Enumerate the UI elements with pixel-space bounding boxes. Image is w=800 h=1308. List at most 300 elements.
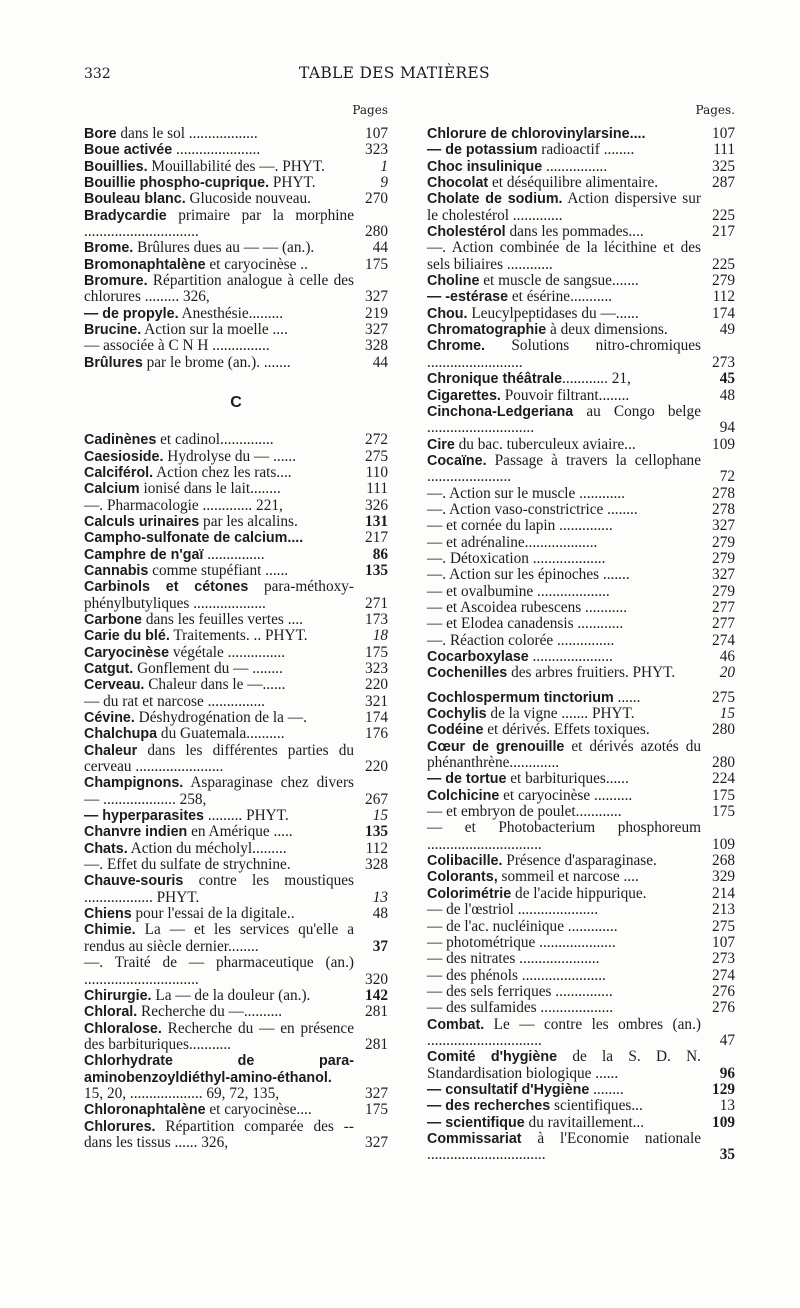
entry-headword: — de propyle. <box>84 305 179 322</box>
entry-text: ...................... <box>172 141 261 159</box>
entry-page-number: 270 <box>365 190 388 208</box>
entry-page-number: 109 <box>712 435 735 453</box>
entry-headword: Chocolat <box>427 175 489 192</box>
entry-text: ........ <box>589 1080 624 1098</box>
entry-headword: Comité d'hygiène <box>427 1049 558 1066</box>
entry-page-number: 175 <box>712 786 735 804</box>
entry-page-number: 86 <box>372 545 388 563</box>
entry-page-number: 44 <box>372 353 388 371</box>
entry-page-number: 72 <box>719 468 735 486</box>
entry-headword: Chlorures. <box>84 1118 156 1135</box>
entry-page-number: 327 <box>365 1084 388 1102</box>
entry-page-number: 13 <box>719 1097 735 1115</box>
left-column <box>84 104 388 1151</box>
pages-label: Pages. <box>695 103 735 117</box>
entry-text: — et adrénaline................... <box>427 533 598 551</box>
index-entry <box>84 530 388 546</box>
entry-text: ..................... <box>528 648 613 665</box>
entry-text: radioactif ........ <box>537 141 635 159</box>
entry-text: comme stupéfiant ...... <box>148 561 289 579</box>
entry-text: Gonflement du — ........ <box>133 659 283 677</box>
index-entry <box>84 126 388 142</box>
index-entry <box>84 240 388 256</box>
entry-text: Action sur la moelle .... <box>141 321 288 339</box>
index-entry <box>427 968 735 984</box>
index-entry <box>427 567 735 583</box>
entry-headword: Chrome. <box>427 338 485 355</box>
index-entry <box>84 514 388 530</box>
index-entry <box>84 694 388 710</box>
entry-text: des arbres fruitiers. PHYT. <box>507 664 676 682</box>
entry-page-number: 175 <box>365 643 388 661</box>
index-entry <box>84 710 388 726</box>
index-entry <box>427 159 735 175</box>
index-entry <box>84 1119 388 1152</box>
entry-headword: Chauve-souris <box>84 873 184 890</box>
entry-headword: Brûlures <box>84 354 143 371</box>
entry-page-number: 219 <box>365 304 388 322</box>
index-entry <box>427 535 735 551</box>
index-entry <box>84 873 388 906</box>
index-entry <box>427 633 735 649</box>
entry-page-number: 327 <box>365 288 388 306</box>
index-entry <box>427 820 735 853</box>
entry-page-number: 175 <box>365 1101 388 1119</box>
entry-page-number: 327 <box>365 1133 388 1151</box>
entry-headword: Cerveau. <box>84 677 145 694</box>
entry-page-number: 45 <box>719 370 735 388</box>
entry-text: —. Action combinée de la lécithine et des sels biliaires ............ <box>427 239 701 273</box>
entry-text: — et embryon de poulet............ <box>427 803 622 821</box>
entry-page-number: 281 <box>365 1003 388 1021</box>
entry-page-number: 174 <box>365 709 388 726</box>
index-entry <box>84 824 388 840</box>
entry-text: et cadinol.............. <box>156 431 274 449</box>
index-entry <box>84 159 388 175</box>
index-entry <box>84 775 388 808</box>
index-entry <box>84 922 388 955</box>
index-entry <box>84 906 388 922</box>
entry-page-number: 37 <box>372 937 388 955</box>
entry-text: —. Détoxication ................... <box>427 549 606 567</box>
entry-page-number: 323 <box>365 659 388 677</box>
entry-text: PHYT. <box>269 174 316 192</box>
entry-page-number: 94 <box>719 419 735 437</box>
entry-text: Chaleur dans le —...... <box>144 676 286 694</box>
entry-headword: Bromure. <box>84 273 148 290</box>
entry-page-number: 109 <box>712 1113 735 1131</box>
index-entry <box>427 289 735 305</box>
entry-text: Le — contre les ombres (an.) .............................. <box>427 1015 701 1049</box>
index-entry <box>427 224 735 240</box>
entry-text: Action chez les rats.... <box>153 463 292 481</box>
index-entry <box>84 726 388 742</box>
entry-text: contre les moustiques .................. PHYT. <box>84 872 354 906</box>
index-entry <box>84 645 388 661</box>
index-entry <box>427 338 735 371</box>
entry-page-number: 20 <box>719 664 735 682</box>
entry-page-number: 18 <box>372 627 388 645</box>
index-entry <box>427 788 735 804</box>
entry-headword: Chalchupa <box>84 726 158 743</box>
index-entry <box>427 518 735 534</box>
entry-text: Mouillabilité des —. PHYT. <box>147 157 325 175</box>
entry-headword: Bouleau blanc. <box>84 191 186 208</box>
entry-text: ionisé dans le lait........ <box>139 480 281 498</box>
entry-text: au Congo belge ............................ <box>427 402 701 437</box>
index-entry <box>84 628 388 644</box>
entry-page-number: 35 <box>719 1146 735 1164</box>
index-entry <box>427 706 735 722</box>
index-entry <box>427 371 735 387</box>
entry-text: —. Action sur le muscle ............ <box>427 484 625 502</box>
index-entry <box>427 771 735 787</box>
entry-page-number: 277 <box>712 615 735 633</box>
entry-text: sommeil et narcose .... <box>497 868 639 886</box>
entry-headword: — des recherches <box>427 1098 551 1115</box>
entry-headword: Calculs urinaires <box>84 513 200 530</box>
index-entry <box>427 1098 735 1114</box>
index-entry <box>84 743 388 776</box>
entry-headword: Chloral. <box>84 1004 138 1021</box>
entry-page-number: 129 <box>712 1080 735 1098</box>
index-entry <box>427 649 735 665</box>
index-entry <box>427 453 735 486</box>
entry-headword: Caesioside. <box>84 448 164 465</box>
entry-page-number: 225 <box>712 206 735 224</box>
entry-headword: Chaleur <box>84 742 138 759</box>
index-entry <box>84 273 388 306</box>
entry-text: Leucylpeptidases du —...... <box>467 304 639 322</box>
index-entry <box>427 388 735 404</box>
entry-headword: Combat. <box>427 1016 485 1033</box>
entry-headword: Chloronaphtalène <box>84 1102 206 1119</box>
index-entry <box>427 502 735 518</box>
index-entry <box>427 486 735 502</box>
entry-text: scientifiques... <box>550 1097 643 1115</box>
entry-page-number: 217 <box>712 223 735 241</box>
index-entry <box>84 208 388 241</box>
entry-text: et caryocinèse.... <box>205 1101 312 1119</box>
entry-text: Action du mécholyl......... <box>127 839 287 857</box>
entry-text: 15, 20, ................... 69, 72, 135, <box>84 1084 280 1102</box>
entry-page-number: 48 <box>719 386 735 404</box>
entry-page-number: 274 <box>712 966 735 984</box>
index-entry <box>84 857 388 873</box>
index-entry <box>84 661 388 677</box>
index-entry <box>427 600 735 616</box>
entry-text: —. Pharmacologie ............. 221, <box>84 496 283 514</box>
index-entry <box>427 869 735 885</box>
entry-page-number: 276 <box>712 999 735 1017</box>
index-entry <box>427 902 735 918</box>
entry-headword: Bradycardie <box>84 207 167 224</box>
entry-page-number: 131 <box>365 512 388 530</box>
entry-page-number: 328 <box>365 856 388 874</box>
entry-page-number: 280 <box>712 721 735 739</box>
entry-text: para-méthoxy-phénylbutyliques ................... <box>84 578 354 612</box>
entry-page-number: 327 <box>365 321 388 339</box>
entry-text: — des sels ferriques ............... <box>427 982 613 1000</box>
entry-headword: Commissariat <box>427 1130 522 1147</box>
entry-page-number: 278 <box>712 484 735 502</box>
entry-headword: Chromatographie <box>427 322 547 339</box>
entry-page-number: 1 <box>380 157 388 175</box>
entry-page-number: 277 <box>712 598 735 616</box>
entry-page-number: 142 <box>365 986 388 1004</box>
entry-page-number: 320 <box>365 970 388 988</box>
index-entry <box>427 1000 735 1016</box>
entry-page-number: 274 <box>712 631 735 649</box>
index-entry <box>84 1021 388 1054</box>
entry-page-number: 107 <box>712 933 735 951</box>
entry-headword: — de tortue <box>427 771 507 788</box>
entry-headword: Chou. <box>427 305 468 322</box>
entry-page-number: 13 <box>372 888 388 906</box>
entry-headword: Brome. <box>84 240 134 257</box>
entry-headword: Cochylis <box>427 706 487 723</box>
entry-page-number: 272 <box>365 431 388 449</box>
entry-text: — de l'ac. nucléinique ............. <box>427 917 618 935</box>
entry-text: La — et les services qu'elle a rendus au siècle dernier........ <box>84 921 354 955</box>
index-entry <box>427 804 735 820</box>
entry-headword: Cigarettes. <box>427 387 501 404</box>
entry-page-number: 135 <box>365 823 388 841</box>
entry-page-number: 280 <box>712 754 735 772</box>
entry-text: par le brome (an.). ....... <box>142 353 291 371</box>
index-entry <box>84 175 388 191</box>
entry-text: — et ovalbumine ................... <box>427 582 610 600</box>
index-entry <box>84 355 388 371</box>
entry-text: ...... <box>613 688 641 706</box>
entry-headword: Cœur de grenouille <box>427 738 565 755</box>
index-entry <box>427 722 735 738</box>
entry-page-number: 220 <box>365 758 388 776</box>
entry-headword: Cocarboxylase <box>427 649 529 665</box>
entry-text: à deux dimensions. <box>546 321 668 339</box>
entry-headword: Carie du blé. <box>84 628 170 645</box>
entry-text: Déshydrogénation de la —. <box>134 709 307 726</box>
index-entry <box>84 1053 388 1102</box>
index-entry <box>84 306 388 322</box>
entry-headword: — scientifique <box>427 1114 525 1131</box>
entry-headword: Cannabis <box>84 562 149 579</box>
index-entry <box>427 951 735 967</box>
entry-text: de la S. D. N. Standardisation biologique ...... <box>427 1048 701 1082</box>
entry-text: — des nitrates ..................... <box>427 950 600 968</box>
entry-headword: Boue activée <box>84 142 173 159</box>
entry-headword: Brucine. <box>84 322 142 339</box>
entry-page-number: 327 <box>712 517 735 535</box>
entry-headword: Camphre de n'gaï <box>84 546 204 563</box>
entry-text: —. Action sur les épinoches ....... <box>427 566 630 584</box>
entry-text: végétale ............... <box>169 643 286 661</box>
section-letter: C <box>230 394 242 412</box>
entry-text: et déséquilibre alimentaire. <box>488 174 659 192</box>
page-number: 332 <box>84 66 111 82</box>
entry-text: Traitements. .. PHYT. <box>169 627 308 645</box>
entry-headword: Cinchona-Ledgeriana <box>427 403 574 420</box>
entry-page-number: 281 <box>365 1035 388 1053</box>
entry-headword: Caryocinèse <box>84 644 170 661</box>
pages-label: Pages <box>352 103 388 117</box>
entry-page-number: 279 <box>712 549 735 567</box>
entry-text: Solutions nitro-chromiques ......................... <box>427 337 701 371</box>
entry-text: —. Traité de — pharmaceutique (an.) .............................. <box>84 954 354 988</box>
entry-page-number: 328 <box>365 337 388 355</box>
entry-text: — et Ascoidea rubescens ........... <box>427 598 628 616</box>
entry-text: —. Effet du sulfate de strychnine. <box>84 856 291 874</box>
entry-page-number: 327 <box>712 566 735 584</box>
entry-headword: Colchicine <box>427 787 500 804</box>
index-entry <box>427 1082 735 1098</box>
entry-text: et dérivés. Effets toxiques. <box>483 721 650 739</box>
entry-text: Asparaginase chez divers — ................... 258, <box>84 774 354 808</box>
entry-page-number: 173 <box>365 610 388 628</box>
index-entry <box>84 1102 388 1118</box>
entry-page-number: 224 <box>712 770 735 788</box>
entry-text: Action dispersive sur le cholestérol ............. <box>427 190 701 224</box>
index-entry <box>84 432 388 448</box>
entry-page-number: 271 <box>365 594 388 612</box>
entry-headword: Colibacille. <box>427 853 503 870</box>
entry-page-number: 273 <box>712 950 735 968</box>
entry-page-number: 279 <box>712 582 735 600</box>
entry-headword: Chats. <box>84 840 128 857</box>
entry-page-number: 267 <box>365 790 388 808</box>
entry-headword: Calcium <box>84 481 140 498</box>
entry-page-number: 107 <box>365 125 388 142</box>
entry-text: et caryocinèse .......... <box>499 786 633 804</box>
entry-text: Anesthésie......... <box>178 304 284 322</box>
entry-text: Brûlures dues au — — (an.). <box>133 239 315 257</box>
entry-page-number: 47 <box>719 1031 735 1049</box>
index-entry <box>84 677 388 693</box>
index-entry <box>427 273 735 289</box>
index-entry <box>427 404 735 437</box>
entry-page-number: 280 <box>365 223 388 241</box>
entry-text: —. Réaction colorée ............... <box>427 631 615 649</box>
entry-headword: — consultatif d'Hygiène <box>427 1081 590 1098</box>
entry-text: et barbituriques...... <box>506 770 629 788</box>
entry-text: ......... PHYT. <box>204 807 289 825</box>
index-entry <box>427 126 735 142</box>
entry-page-number: 275 <box>712 917 735 935</box>
index-entry <box>427 1115 735 1131</box>
entry-headword: Chlorhydrate de para-aminobenzoyldiéthyl-amino-éthanol. <box>84 1053 354 1086</box>
entry-page-number: 110 <box>365 463 388 481</box>
entry-text: — et cornée du lapin .............. <box>427 517 613 535</box>
entry-headword: Cévine. <box>84 710 135 726</box>
index-entry <box>427 853 735 869</box>
index-entry <box>84 322 388 338</box>
index-entry <box>84 142 388 158</box>
index-entry <box>427 690 735 706</box>
entry-text: dans les pommades.... <box>505 223 644 241</box>
entries-c-continued-list <box>427 126 735 1164</box>
index-entry <box>427 322 735 338</box>
entry-text: —. Action vaso-constrictrice ........ <box>427 500 638 518</box>
index-entry <box>84 465 388 481</box>
entry-headword: Cochlospermum tinctorium <box>427 689 614 706</box>
index-entry <box>84 498 388 514</box>
entry-headword: Chlorure de chlorovinylarsine.... <box>427 126 646 142</box>
entry-text: ............... <box>203 545 265 563</box>
entry-page-number: 273 <box>712 353 735 371</box>
entry-text: à l'Economie nationale ............................... <box>427 1129 701 1164</box>
entry-headword: — -estérase <box>427 289 509 306</box>
entry-text: du Guatemala.......... <box>157 725 285 743</box>
entry-page-number: 329 <box>712 868 735 886</box>
entry-headword: Codéine <box>427 722 484 739</box>
index-entry <box>427 739 735 772</box>
index-entry <box>427 240 735 273</box>
entry-text: Hydrolyse du — ...... <box>163 447 297 465</box>
entry-page-number: 111 <box>366 480 388 498</box>
entry-headword: Choc insulinique <box>427 158 543 175</box>
entry-headword: Chiens <box>84 906 132 923</box>
index-entry <box>427 437 735 453</box>
index-entry <box>84 257 388 273</box>
index-entry <box>84 563 388 579</box>
entry-page-number: 278 <box>712 500 735 518</box>
entry-page-number: 44 <box>372 239 388 257</box>
entry-headword: Choline <box>427 273 480 290</box>
entry-text: La — de la douleur (an.). <box>151 986 311 1004</box>
entry-text: du bac. tuberculeux aviaire... <box>454 435 636 453</box>
entry-text: ................ <box>542 157 608 175</box>
index-entry <box>427 175 735 191</box>
entry-page-number: 9 <box>380 174 388 192</box>
entry-page-number: 46 <box>719 648 735 665</box>
index-entry <box>84 449 388 465</box>
entry-page-number: 213 <box>712 901 735 919</box>
entry-headword: — hyperparasites <box>84 808 204 825</box>
index-entry <box>427 886 735 902</box>
entry-text: — photométrique .................... <box>427 933 616 951</box>
entry-headword: Cochenilles <box>427 665 508 682</box>
entry-page-number: 321 <box>365 692 388 710</box>
index-entry <box>84 579 388 612</box>
index-entry <box>427 1131 735 1164</box>
index-entry <box>427 142 735 158</box>
index-entry <box>427 919 735 935</box>
index-entry <box>84 955 388 988</box>
entry-text: pour l'essai de la digitale.. <box>131 905 295 923</box>
entry-text: dans les différentes parties du cerveau ....................... <box>84 741 354 776</box>
index-entry <box>427 935 735 951</box>
entry-page-number: 15 <box>372 807 388 825</box>
index-entry <box>84 191 388 207</box>
entry-page-number: 217 <box>365 529 388 547</box>
index-entry <box>84 481 388 497</box>
entry-text: de la vigne ....... PHYT. <box>486 705 635 723</box>
entry-text: en Amérique ..... <box>187 823 293 841</box>
entry-text: — de l'œstriol ..................... <box>427 901 599 919</box>
entry-page-number: 279 <box>712 272 735 290</box>
entry-page-number: 214 <box>712 884 735 902</box>
entry-page-number: 268 <box>712 852 735 870</box>
index-entry <box>427 551 735 567</box>
entry-page-number: 96 <box>719 1064 735 1082</box>
index-entry <box>84 1004 388 1020</box>
entry-page-number: 275 <box>365 447 388 465</box>
entry-page-number: 276 <box>712 982 735 1000</box>
entry-headword: Chimie. <box>84 922 136 939</box>
entry-page-number: 176 <box>365 725 388 743</box>
entry-headword: Carbinols et cétones <box>84 579 249 596</box>
entry-headword: Bouillie phospho-cuprique. <box>84 175 270 192</box>
